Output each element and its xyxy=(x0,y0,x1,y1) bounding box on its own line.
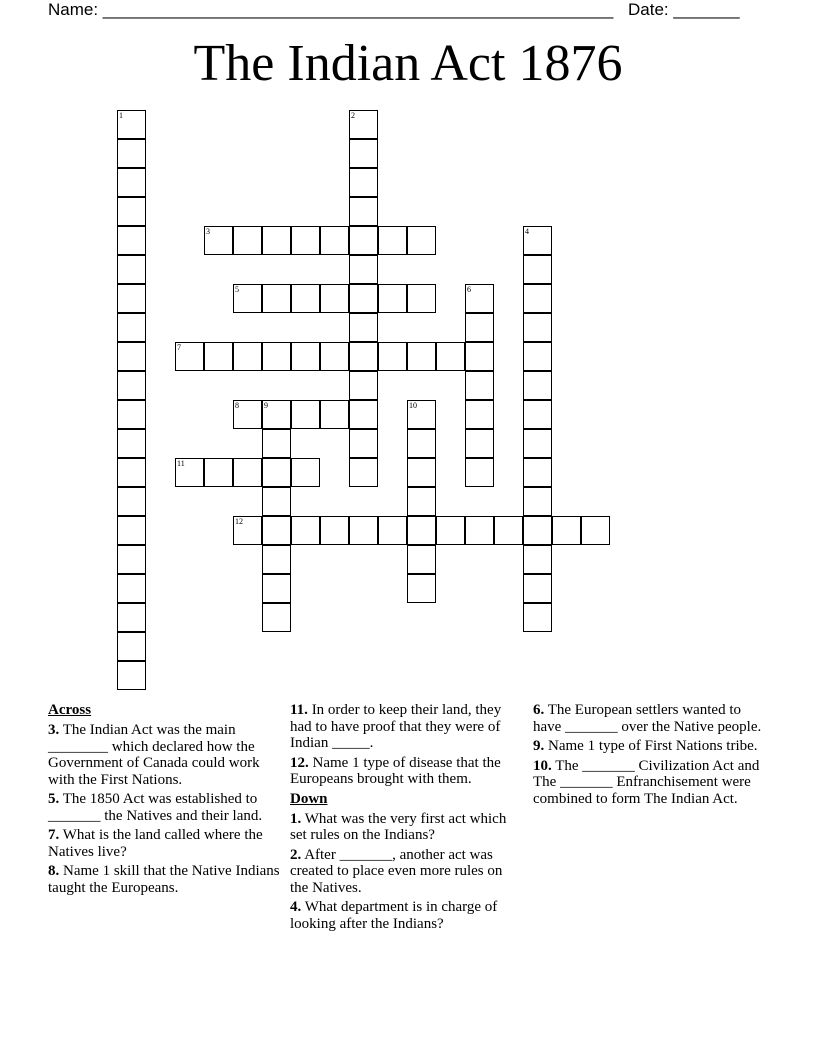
grid-cell[interactable] xyxy=(523,458,552,487)
grid-cell[interactable] xyxy=(291,342,320,371)
grid-cell[interactable] xyxy=(117,661,146,690)
grid-cell[interactable] xyxy=(262,574,291,603)
clue-down-4 xyxy=(290,899,522,932)
grid-cell[interactable] xyxy=(465,429,494,458)
grid-cell[interactable] xyxy=(349,197,378,226)
grid-cell[interactable] xyxy=(407,429,436,458)
clue-down-1 xyxy=(290,811,522,844)
grid-cell[interactable] xyxy=(465,458,494,487)
grid-cell[interactable] xyxy=(233,284,262,313)
grid-cell[interactable] xyxy=(407,284,436,313)
grid-cell[interactable] xyxy=(407,400,436,429)
grid-cell[interactable] xyxy=(407,458,436,487)
grid-cell[interactable] xyxy=(436,516,465,545)
grid-cell[interactable] xyxy=(262,545,291,574)
clues-column-3 xyxy=(533,702,765,810)
clue-across-12 xyxy=(290,755,522,788)
grid-cell[interactable] xyxy=(117,429,146,458)
grid-cell[interactable] xyxy=(407,226,436,255)
clue-text: What was the very first act which set rules on the Indians? xyxy=(290,810,507,843)
clue-text: What department is in charge of looking after the Indians? xyxy=(290,899,498,932)
grid-cell[interactable] xyxy=(407,516,436,545)
grid-cell[interactable] xyxy=(117,371,146,400)
clue-number: 6. xyxy=(533,702,545,718)
grid-cell[interactable] xyxy=(523,487,552,516)
clue-across-8 xyxy=(48,863,280,896)
clue-number-label: 3 xyxy=(206,227,210,236)
grid-cell[interactable] xyxy=(291,284,320,313)
grid-cell[interactable] xyxy=(233,400,262,429)
clue-text: What is the land called where the Natives live? xyxy=(48,827,263,860)
grid-cell[interactable] xyxy=(262,516,291,545)
clue-text: The 1850 Act was established to _______ the Natives and their land. xyxy=(48,791,263,824)
grid-cell[interactable] xyxy=(291,400,320,429)
grid-cell[interactable] xyxy=(523,574,552,603)
clue-number: 8. xyxy=(48,863,60,879)
grid-cell[interactable] xyxy=(320,226,349,255)
grid-cell[interactable] xyxy=(523,313,552,342)
clue-text: The Indian Act was the main ________ which declared how the Government of Canada could work with the First Nations. xyxy=(48,722,260,788)
grid-cell[interactable] xyxy=(552,516,581,545)
clue-number-label: 9 xyxy=(264,401,268,410)
grid-cell[interactable] xyxy=(494,516,523,545)
grid-cell[interactable] xyxy=(233,458,262,487)
grid-cell[interactable] xyxy=(523,603,552,632)
clue-across-3 xyxy=(48,722,280,788)
grid-cell[interactable] xyxy=(349,284,378,313)
grid-cell[interactable] xyxy=(349,458,378,487)
grid-cell[interactable] xyxy=(175,458,204,487)
grid-cell[interactable] xyxy=(117,574,146,603)
grid-cell[interactable] xyxy=(523,429,552,458)
clue-number-label: 10 xyxy=(409,401,417,410)
grid-cell[interactable] xyxy=(262,342,291,371)
clue-number-label: 6 xyxy=(467,285,471,294)
grid-cell[interactable] xyxy=(262,284,291,313)
grid-cell[interactable] xyxy=(436,342,465,371)
clue-number-label: 2 xyxy=(351,111,355,120)
clue-down-6 xyxy=(533,702,765,735)
clues-column-1 xyxy=(48,702,280,899)
grid-cell[interactable] xyxy=(523,516,552,545)
clue-down-10 xyxy=(533,758,765,808)
grid-cell[interactable] xyxy=(233,342,262,371)
clue-text: Name 1 type of disease that the Europeans brought with them. xyxy=(290,754,501,787)
clue-number: 2. xyxy=(290,846,302,863)
clue-number-label: 5 xyxy=(235,285,239,294)
grid-cell[interactable] xyxy=(117,487,146,516)
clue-number: 3. xyxy=(48,722,60,738)
grid-cell[interactable] xyxy=(117,197,146,226)
grid-cell[interactable] xyxy=(407,342,436,371)
date-field[interactable]: Date: _______ xyxy=(628,0,740,19)
grid-cell[interactable] xyxy=(349,371,378,400)
grid-cell[interactable] xyxy=(523,226,552,255)
grid-cell[interactable] xyxy=(378,284,407,313)
grid-cell[interactable] xyxy=(378,516,407,545)
grid-cell[interactable] xyxy=(291,226,320,255)
clue-number: 12. xyxy=(290,754,309,771)
grid-cell[interactable] xyxy=(465,371,494,400)
grid-cell[interactable] xyxy=(349,110,378,139)
grid-cell[interactable] xyxy=(117,400,146,429)
grid-cell[interactable] xyxy=(349,400,378,429)
clue-number-label: 11 xyxy=(177,459,185,468)
clue-down-9 xyxy=(533,738,765,755)
grid-cell[interactable] xyxy=(204,226,233,255)
clue-number-label: 7 xyxy=(177,343,181,352)
grid-cell[interactable] xyxy=(117,516,146,545)
grid-cell[interactable] xyxy=(349,226,378,255)
grid-cell[interactable] xyxy=(117,255,146,284)
grid-cell[interactable] xyxy=(291,516,320,545)
across-heading: Across xyxy=(48,702,92,718)
grid-cell[interactable] xyxy=(262,429,291,458)
clue-number: 1. xyxy=(290,810,302,827)
grid-cell[interactable] xyxy=(175,342,204,371)
grid-cell[interactable] xyxy=(523,284,552,313)
grid-cell[interactable] xyxy=(465,313,494,342)
grid-cell[interactable] xyxy=(349,139,378,168)
grid-cell[interactable] xyxy=(320,400,349,429)
clue-across-7 xyxy=(48,827,280,860)
clue-number: 5. xyxy=(48,791,60,807)
grid-cell[interactable] xyxy=(117,458,146,487)
name-field[interactable]: Name: ______________________________________________________ xyxy=(48,0,614,19)
page-title: The Indian Act 1876 xyxy=(193,35,623,92)
grid-cell[interactable] xyxy=(233,226,262,255)
grid-cell[interactable] xyxy=(291,458,320,487)
clue-across-11 xyxy=(290,702,522,752)
grid-cell[interactable] xyxy=(233,516,262,545)
grid-cell[interactable] xyxy=(349,342,378,371)
clues-column-2 xyxy=(290,702,522,935)
grid-cell[interactable] xyxy=(320,284,349,313)
clue-text: Name 1 skill that the Native Indians taught the Europeans. xyxy=(48,863,280,896)
grid-cell[interactable] xyxy=(523,400,552,429)
clue-number-label: 12 xyxy=(235,517,243,526)
clue-number: 10. xyxy=(533,757,552,774)
grid-cell[interactable] xyxy=(117,545,146,574)
grid-cell[interactable] xyxy=(407,574,436,603)
grid-cell[interactable] xyxy=(378,342,407,371)
down-heading: Down xyxy=(290,790,328,807)
grid-cell[interactable] xyxy=(117,603,146,632)
grid-cell[interactable] xyxy=(465,284,494,313)
grid-cell[interactable] xyxy=(407,487,436,516)
grid-cell[interactable] xyxy=(523,371,552,400)
clue-text: In order to keep their land, they had to have proof that they were of Indian _____. xyxy=(290,702,502,751)
clue-number: 4. xyxy=(290,899,302,915)
grid-cell[interactable] xyxy=(204,342,233,371)
grid-cell[interactable] xyxy=(262,226,291,255)
grid-cell[interactable] xyxy=(117,342,146,371)
grid-cell[interactable] xyxy=(117,313,146,342)
grid-cell[interactable] xyxy=(349,168,378,197)
clue-number: 7. xyxy=(48,827,60,843)
clue-number: 9. xyxy=(533,738,545,754)
grid-cell[interactable] xyxy=(349,516,378,545)
clue-down-2 xyxy=(290,847,522,897)
grid-cell[interactable] xyxy=(320,516,349,545)
grid-cell[interactable] xyxy=(378,226,407,255)
grid-cell[interactable] xyxy=(117,632,146,661)
grid-cell[interactable] xyxy=(117,110,146,139)
grid-cell[interactable] xyxy=(407,545,436,574)
grid-cell[interactable] xyxy=(204,458,233,487)
grid-cell[interactable] xyxy=(262,400,291,429)
clue-text: After _______, another act was created to place even more rules on the Natives. xyxy=(290,846,503,896)
grid-cell[interactable] xyxy=(523,545,552,574)
clue-number: 11. xyxy=(290,702,308,718)
grid-cell[interactable] xyxy=(349,255,378,284)
grid-cell[interactable] xyxy=(581,516,610,545)
grid-cell[interactable] xyxy=(465,400,494,429)
grid-cell[interactable] xyxy=(262,458,291,487)
grid-cell[interactable] xyxy=(320,342,349,371)
grid-cell[interactable] xyxy=(523,255,552,284)
grid-cell[interactable] xyxy=(349,429,378,458)
clue-text: Name 1 type of First Nations tribe. xyxy=(548,738,758,754)
clue-number-label: 1 xyxy=(119,111,123,120)
clue-number-label: 8 xyxy=(235,401,239,410)
clue-text: The European settlers wanted to have _______ over the Native people. xyxy=(533,702,762,735)
clue-across-5 xyxy=(48,791,280,824)
grid-cell[interactable] xyxy=(117,284,146,313)
grid-cell[interactable] xyxy=(117,139,146,168)
grid-cell[interactable] xyxy=(117,168,146,197)
grid-cell[interactable] xyxy=(465,516,494,545)
grid-cell[interactable] xyxy=(523,342,552,371)
grid-cell[interactable] xyxy=(117,226,146,255)
grid-cell[interactable] xyxy=(465,342,494,371)
grid-cell[interactable] xyxy=(262,603,291,632)
grid-cell[interactable] xyxy=(262,487,291,516)
clue-text: The _______ Civilization Act and The _______ Enfranchisement were combined to form The Indian Act. xyxy=(533,757,760,807)
grid-cell[interactable] xyxy=(349,313,378,342)
clue-number-label: 4 xyxy=(525,227,529,236)
